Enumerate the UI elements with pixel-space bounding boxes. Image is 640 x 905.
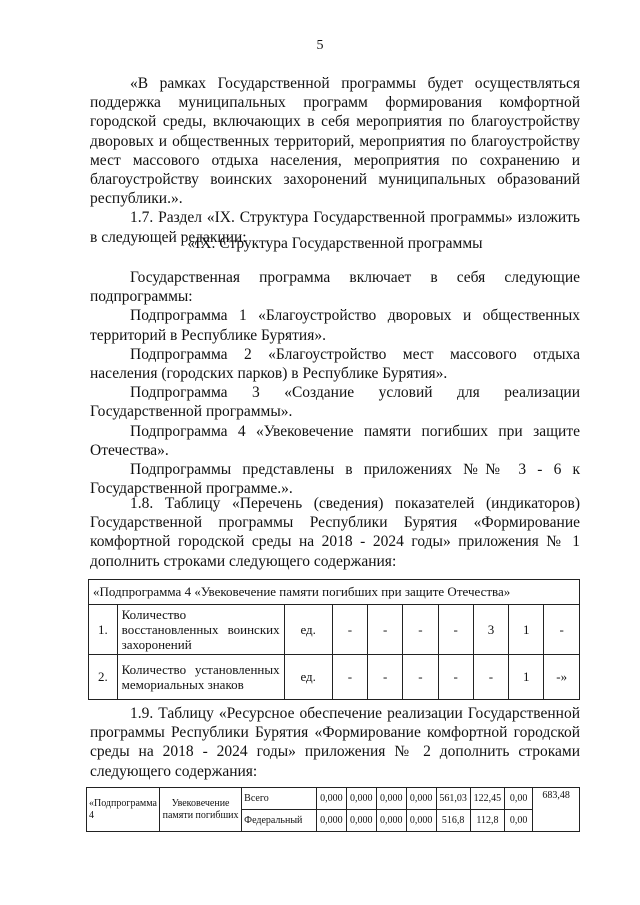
page-number: 5	[316, 38, 324, 53]
indicator-value: 1	[509, 655, 544, 700]
resource-value: 0,000	[406, 810, 436, 832]
subprogram-name-cell: Увековечение памяти погибших	[159, 788, 241, 832]
source-label: Федеральный	[242, 810, 317, 832]
indicator-value: -	[438, 605, 473, 655]
indicator-value: 3	[473, 605, 508, 655]
paragraph-1-7: 1.7. Раздел «IX. Структура Государственной программы» изложить в следующей редакции:	[90, 209, 580, 246]
resource-value: 0,000	[316, 788, 346, 810]
paragraph-block-3	[90, 494, 580, 571]
paragraph-subprogram-3: Подпрограмма 3 «Создание условий для реализации Государственной программы».	[90, 384, 580, 421]
paragraph-structure: Государственная программа включает в себя следующие подпрограммы:	[90, 269, 580, 306]
indicator-value: -	[403, 605, 438, 655]
resource-value: 0,000	[316, 810, 346, 832]
indicator-name: Количество восстановленных воинских захоронений	[117, 605, 284, 655]
resource-value: 561,03	[436, 788, 470, 810]
resource-value: 0,000	[406, 788, 436, 810]
indicator-unit: ед.	[284, 655, 332, 700]
table-row	[87, 788, 580, 810]
paragraph-subprogram-1: Подпрограмма 1 «Благоустройство дворовых и общественных территорий в Республике Бурятия».	[90, 307, 580, 344]
indicator-value: -»	[544, 655, 580, 700]
paragraph-intro: «В рамках Государственной программы будет осуществляться поддержка муниципальных программ формирования комфортной городской среды, включающих в себя мероприятия по благоустройству дворовых и общественных территорий, мероприятия по благоустройству мест массового отдыха населения, мероприятия по сохранению и благоустройству воинских захоронений муниципальных образований республики.».	[90, 75, 580, 208]
resource-value: 0,000	[376, 788, 406, 810]
paragraph-subprogram-4: Подпрограмма 4 «Увековечение памяти погибших при защите Отечества».	[90, 422, 580, 459]
indicator-value: -	[403, 655, 438, 700]
resource-total: 683,48	[533, 788, 580, 832]
table-row	[89, 655, 580, 700]
resource-value: 112,8	[470, 810, 504, 832]
paragraph-block-4	[90, 704, 580, 781]
row-number: 2.	[89, 655, 118, 700]
resource-value: 0,00	[505, 810, 533, 832]
paragraph-1-9: 1.9. Таблицу «Ресурсное обеспечение реализации Государственной программы Республики Бурятия «Формирование комфортной городской среды на 2018 - 2024 годы» приложения № 2 дополнить строками следующего содержания:	[90, 705, 580, 780]
resource-value: 516,8	[436, 810, 470, 832]
paragraph-subprogram-2: Подпрограмма 2 «Благоустройство мест массового отдыха населения (городских парков) в Республике Бурятия».	[90, 345, 580, 383]
table-row	[89, 605, 580, 655]
indicator-value: -	[438, 655, 473, 700]
resource-value: 0,000	[376, 810, 406, 832]
resource-value: 0,000	[346, 788, 376, 810]
source-label: Всего	[242, 788, 317, 810]
paragraph-appendices: Подпрограммы представлены в приложениях №№ 3 - 6 к Государственной программе.».	[90, 461, 580, 498]
indicator-value: -	[368, 655, 403, 700]
indicators-table-header: «Подпрограмма 4 «Увековечение памяти погибших при защите Отечества»	[89, 580, 580, 605]
paragraph-block-2	[90, 268, 580, 498]
indicator-name: Количество установленных мемориальных знаков	[117, 655, 284, 700]
indicator-value: -	[368, 605, 403, 655]
indicator-unit: ед.	[284, 605, 332, 655]
paragraph-1-8: 1.8. Таблицу «Перечень (сведения) показателей (индикаторов) Государственной программы Республики Бурятия «Формирование комфортной городской среды на 2018 - 2024 годы» приложения № 1 дополнить строками следующего содержания:	[90, 495, 580, 570]
indicator-value: -	[473, 655, 508, 700]
section-heading: «IX. Структура Государственной программы	[187, 235, 483, 252]
indicator-value: 1	[509, 605, 544, 655]
indicator-value: -	[332, 655, 367, 700]
paragraph-block-1	[90, 74, 580, 247]
indicators-table	[88, 579, 580, 700]
resource-value: 0,00	[505, 788, 533, 810]
subprogram-cell: «Подпрограмма 4	[87, 788, 160, 832]
resource-value: 0,000	[346, 810, 376, 832]
indicator-value: -	[544, 605, 580, 655]
row-number: 1.	[89, 605, 118, 655]
resources-table	[86, 787, 580, 832]
indicator-value: -	[332, 605, 367, 655]
resource-value: 122,45	[470, 788, 504, 810]
